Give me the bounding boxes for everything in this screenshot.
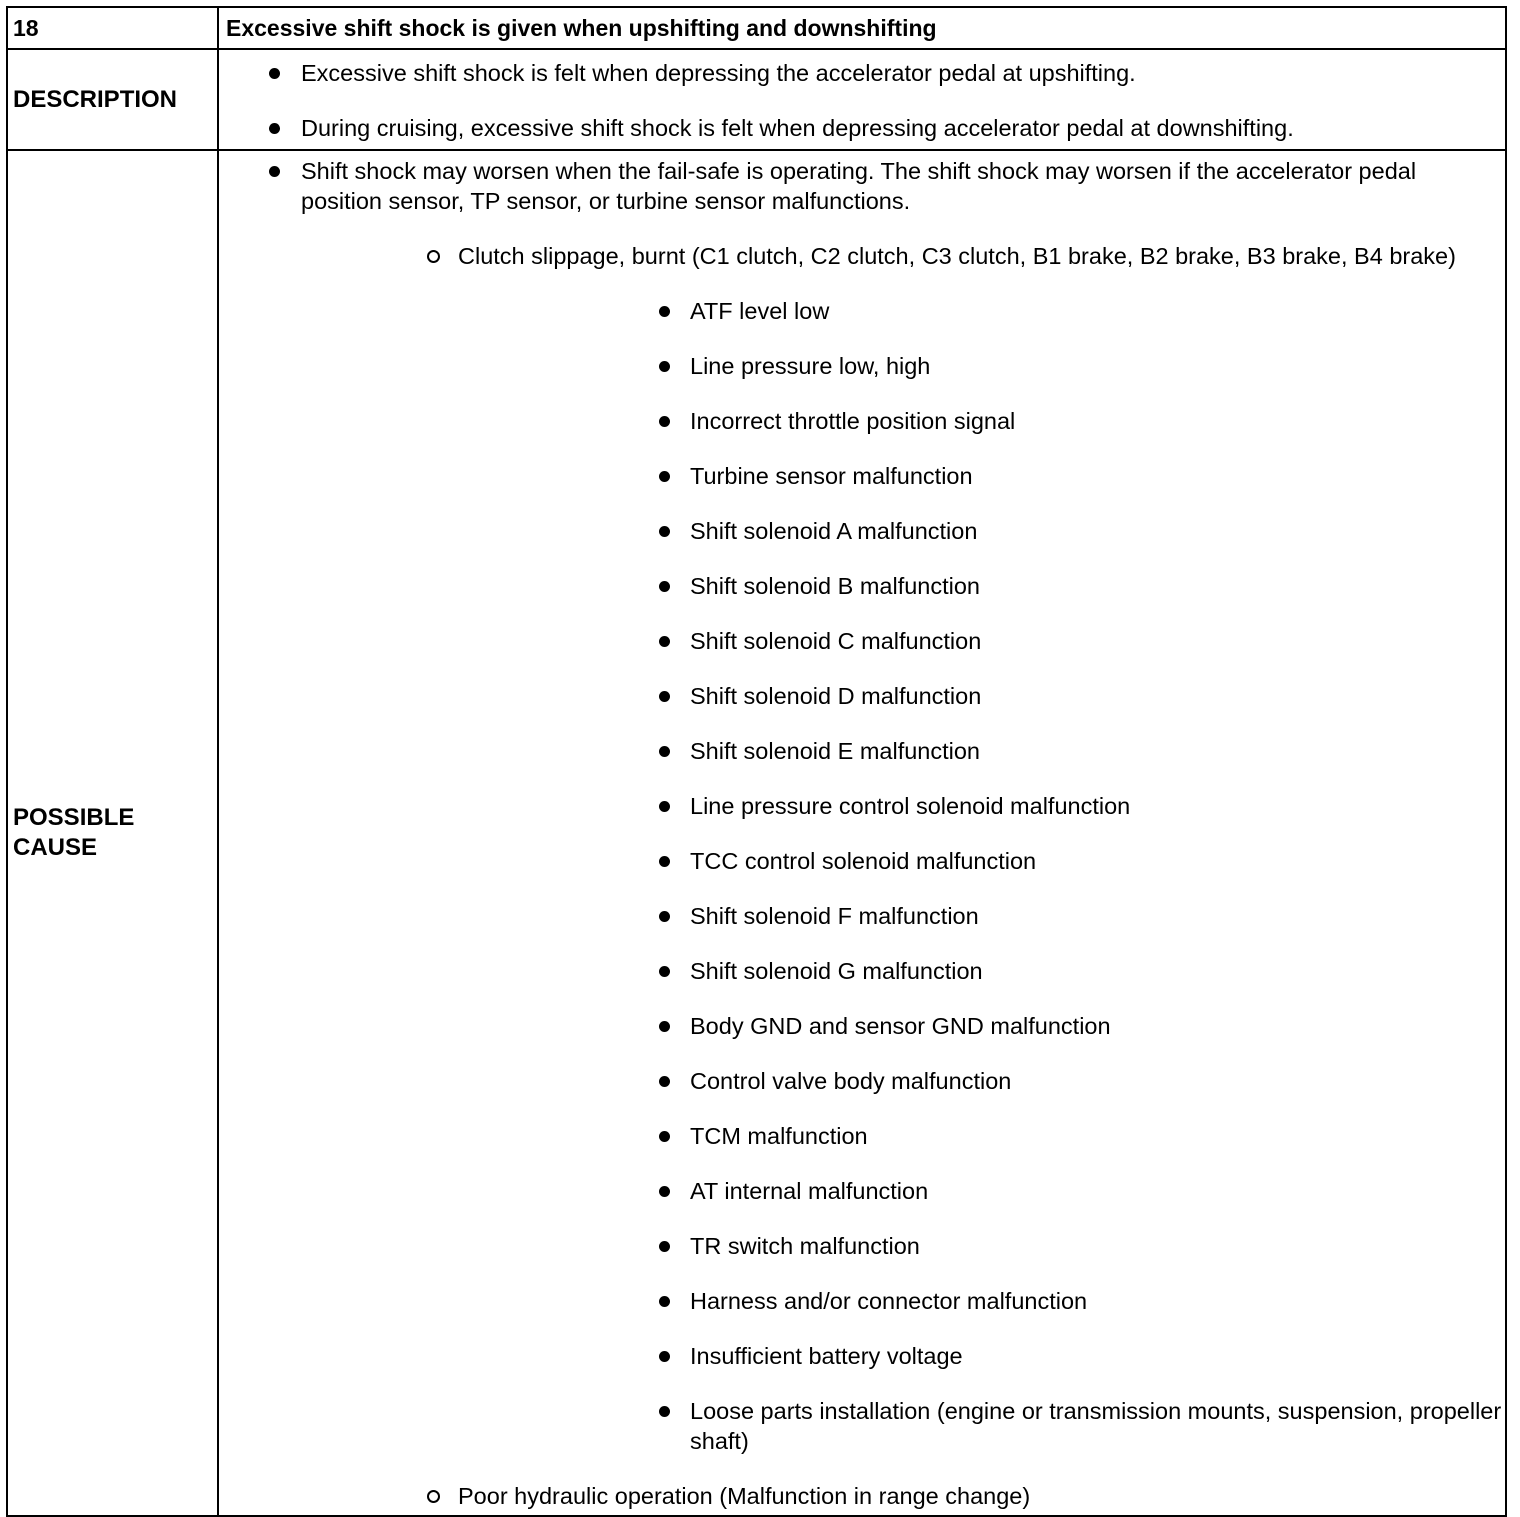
description-item: During cruising, excessive shift shock is felt when depressing accelerator pedal at downshifting.: [219, 113, 1505, 143]
cause-item: Shift solenoid G malfunction: [458, 956, 1505, 986]
cause-item: Loose parts installation (engine or transmission mounts, suspension, propeller shaft): [458, 1396, 1505, 1456]
cause-group: [301, 1481, 1505, 1511]
symptom-title: Excessive shift shock is given when upshifting and downshifting: [218, 7, 1506, 49]
cause-item: Shift solenoid D malfunction: [458, 681, 1505, 711]
possible-cause-intro-item: [219, 156, 1505, 1511]
cause-group-title: Clutch slippage, burnt (C1 clutch, C2 clutch, C3 clutch, B1 brake, B2 brake, B3 brake, B4 brake): [458, 243, 1456, 269]
cause-item: Control valve body malfunction: [458, 1066, 1505, 1096]
cause-group-list: [301, 241, 1505, 1511]
cause-item: Harness and/or connector malfunction: [458, 1286, 1505, 1316]
cause-group-title: Poor hydraulic operation (Malfunction in range change): [458, 1483, 1031, 1509]
cause-item: Line pressure low, high: [458, 351, 1505, 381]
cause-group: [301, 241, 1505, 1456]
symptom-number: 18: [7, 7, 218, 49]
possible-cause-label-line1: POSSIBLE: [13, 804, 135, 831]
cause-item: Shift solenoid C malfunction: [458, 626, 1505, 656]
description-content: [218, 49, 1506, 150]
cause-item: Insufficient battery voltage: [458, 1341, 1505, 1371]
possible-cause-list: [219, 156, 1505, 1511]
cause-item: TR switch malfunction: [458, 1231, 1505, 1261]
cause-item: Shift solenoid E malfunction: [458, 736, 1505, 766]
cause-item: Line pressure control solenoid malfunction: [458, 791, 1505, 821]
description-row: [7, 49, 1506, 150]
description-item: Excessive shift shock is felt when depressing the accelerator pedal at upshifting.: [219, 58, 1505, 88]
cause-item: Turbine sensor malfunction: [458, 461, 1505, 491]
cause-item-list: [458, 296, 1505, 1456]
cause-item: TCC control solenoid malfunction: [458, 846, 1505, 876]
description-list: [219, 58, 1505, 143]
cause-item: Body GND and sensor GND malfunction: [458, 1011, 1505, 1041]
cause-item: Shift solenoid B malfunction: [458, 571, 1505, 601]
troubleshooting-table: [6, 6, 1507, 1517]
cause-item: TCM malfunction: [458, 1121, 1505, 1151]
possible-cause-label: [7, 150, 218, 1516]
possible-cause-intro: Shift shock may worsen when the fail-safe is operating. The shift shock may worsen if the accelerator pedal position sensor, TP sensor, or turbine sensor malfunctions.: [301, 158, 1417, 214]
description-label: DESCRIPTION: [7, 49, 218, 150]
possible-cause-content: [218, 150, 1506, 1516]
possible-cause-row: [7, 150, 1506, 1516]
cause-item: ATF level low: [458, 296, 1505, 326]
cause-item: Incorrect throttle position signal: [458, 406, 1505, 436]
cause-item: AT internal malfunction: [458, 1176, 1505, 1206]
possible-cause-label-line2: CAUSE: [13, 834, 98, 861]
header-row: [7, 7, 1506, 49]
cause-item: Shift solenoid F malfunction: [458, 901, 1505, 931]
cause-item: Shift solenoid A malfunction: [458, 516, 1505, 546]
